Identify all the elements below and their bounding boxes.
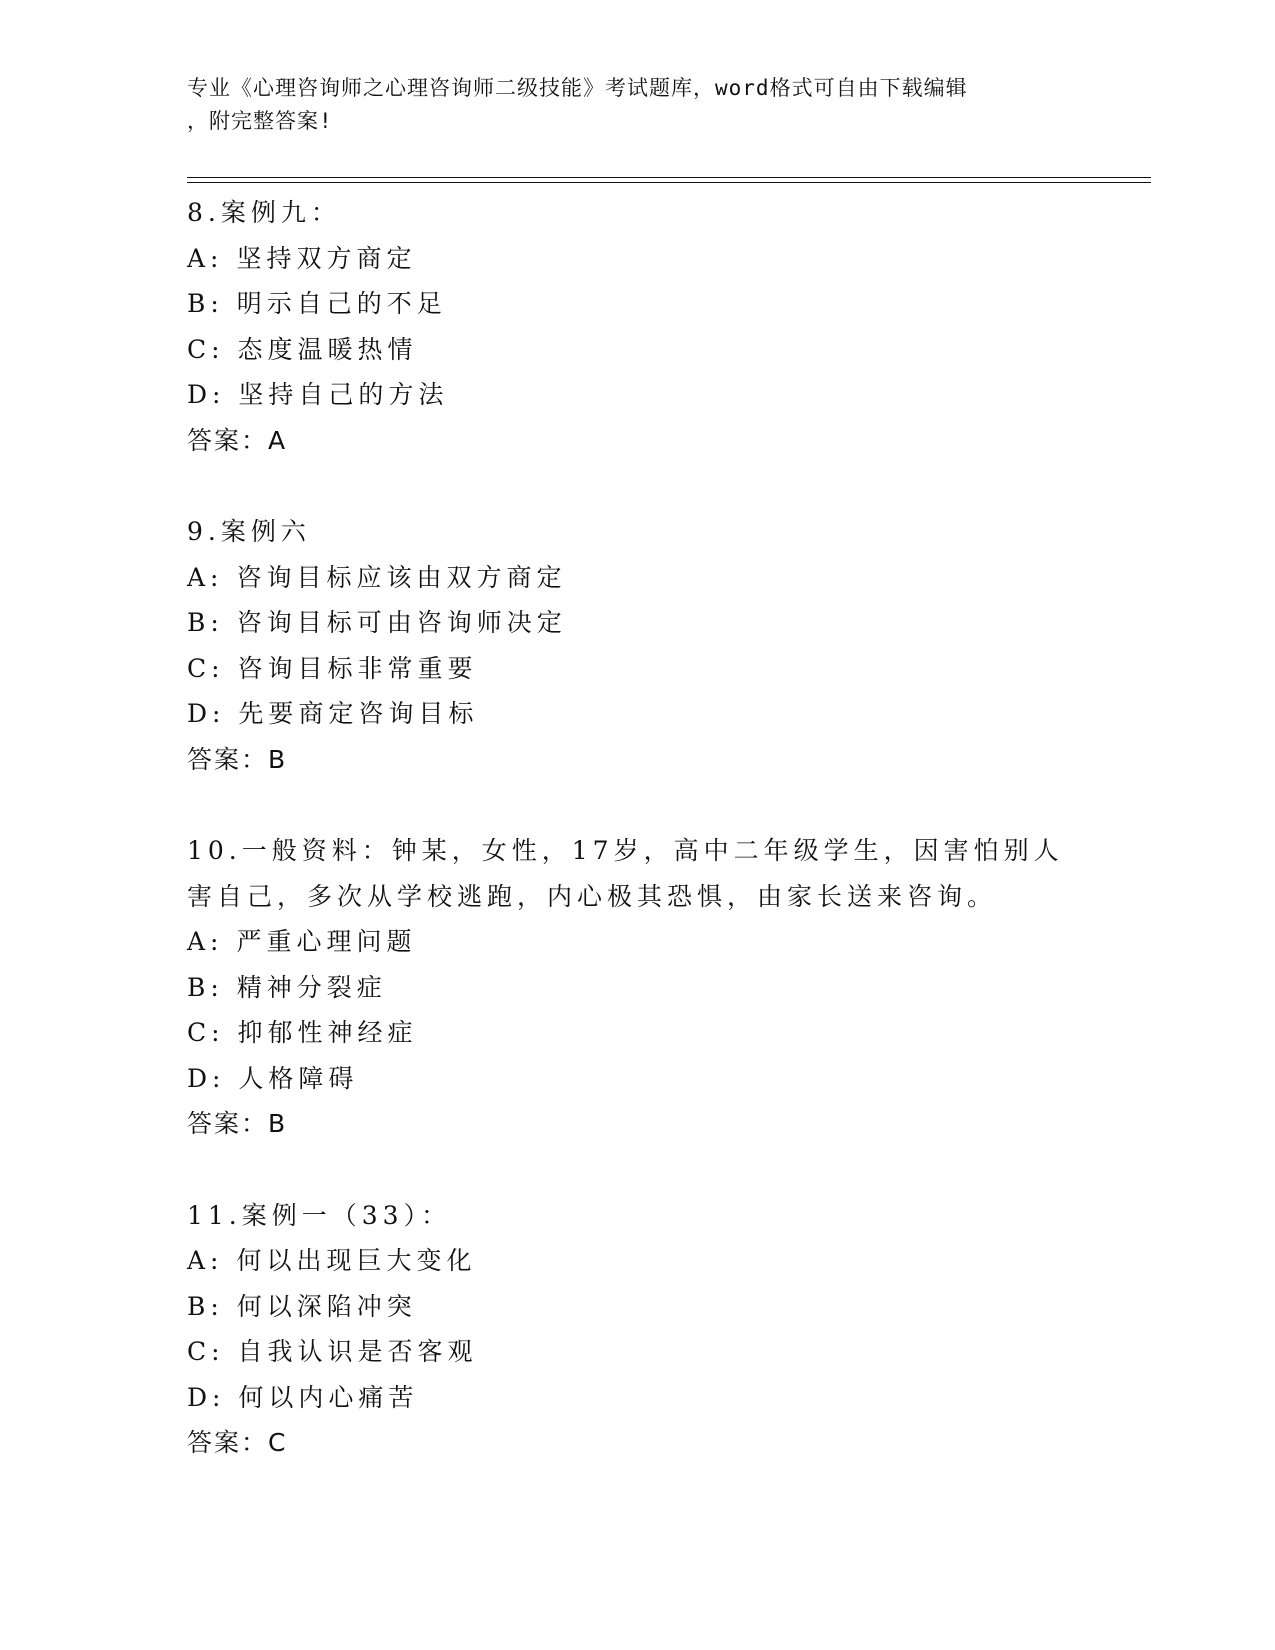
option-text: 咨询目标应该由双方商定 [236,562,567,592]
option-c [187,646,1087,692]
option-letter: A: [187,927,224,956]
option-letter: A: [187,1246,224,1275]
option-c [187,1329,1087,1375]
question-number: 11. [187,1200,242,1230]
option-letter: D: [187,380,226,409]
option-letter: B: [187,1291,224,1321]
question-10 [187,828,1087,1147]
option-text: 态度温暖热情 [237,334,418,364]
option-text: 人格障碍 [238,1063,359,1093]
option-c [187,327,1087,373]
option-letter: D: [187,1063,226,1093]
option-text: 何以深陷冲突 [236,1291,417,1321]
option-letter: B: [187,972,224,1002]
question-stem [187,190,1087,236]
header-line-2: ，附完整答案! [187,109,333,133]
option-text: 精神分裂症 [236,972,387,1002]
question-list [187,190,1087,1512]
question-text: 案例一（33）： [241,1200,452,1230]
option-a [187,1238,1087,1284]
option-text: 自我认识是否客观 [237,1337,478,1366]
option-text: 何以内心痛苦 [238,1382,419,1412]
option-a [187,919,1087,965]
option-text: 先要商定咨询目标 [238,699,479,728]
question-9 [187,509,1087,782]
question-text: 案例六 [220,517,311,546]
answer-line: 答案：B [187,1109,288,1138]
option-text: 坚持自己的方法 [238,380,449,409]
answer-line: 答案：B [187,744,288,774]
option-a [187,236,1087,282]
option-letter: A: [187,243,224,273]
question-text: 一般资料：钟某，女性，17岁，高中二年级学生，因害怕别人害自己，多次从学校逃跑，内心极其恐惧，由家长送来咨询。 [187,836,1064,911]
question-number: 8. [187,198,221,227]
document-header [187,72,1067,138]
option-d [187,691,1087,737]
option-letter: B: [187,608,224,637]
header-divider-bottom [187,182,1151,183]
question-stem [187,509,1087,555]
option-d [187,1056,1087,1102]
option-text: 咨询目标可由咨询师决定 [236,608,567,637]
option-letter: C: [187,1018,225,1047]
option-letter: A: [187,562,224,592]
header-line-1: 专业《心理咨询师之心理咨询师二级技能》考试题库，word格式可自由下载编辑 [187,76,968,100]
option-d [187,372,1087,418]
option-letter: B: [187,289,224,318]
question-stem [187,1193,1087,1239]
option-b [187,600,1087,646]
question-number: 10. [187,836,242,865]
option-letter: C: [187,334,225,364]
option-text: 明示自己的不足 [236,289,447,318]
option-letter: C: [187,1337,225,1366]
option-letter: C: [187,653,225,683]
question-text: 案例九： [220,198,341,227]
question-8 [187,190,1087,463]
option-a [187,555,1087,601]
option-d [187,1375,1087,1421]
option-text: 抑郁性神经症 [237,1018,418,1047]
answer-line: 答案：C [187,1428,288,1457]
option-b [187,965,1087,1011]
question-stem [187,828,1087,919]
header-divider-top [187,177,1151,178]
option-text: 何以出现巨大变化 [236,1246,477,1275]
option-b [187,281,1087,327]
answer-line: 答案：A [187,425,288,455]
question-11 [187,1193,1087,1466]
option-b [187,1284,1087,1330]
option-c [187,1010,1087,1056]
option-text: 咨询目标非常重要 [237,653,478,683]
option-letter: D: [187,1382,226,1412]
option-text: 严重心理问题 [236,927,417,956]
question-number: 9. [187,517,221,546]
option-text: 坚持双方商定 [236,243,417,273]
option-letter: D: [187,699,226,728]
